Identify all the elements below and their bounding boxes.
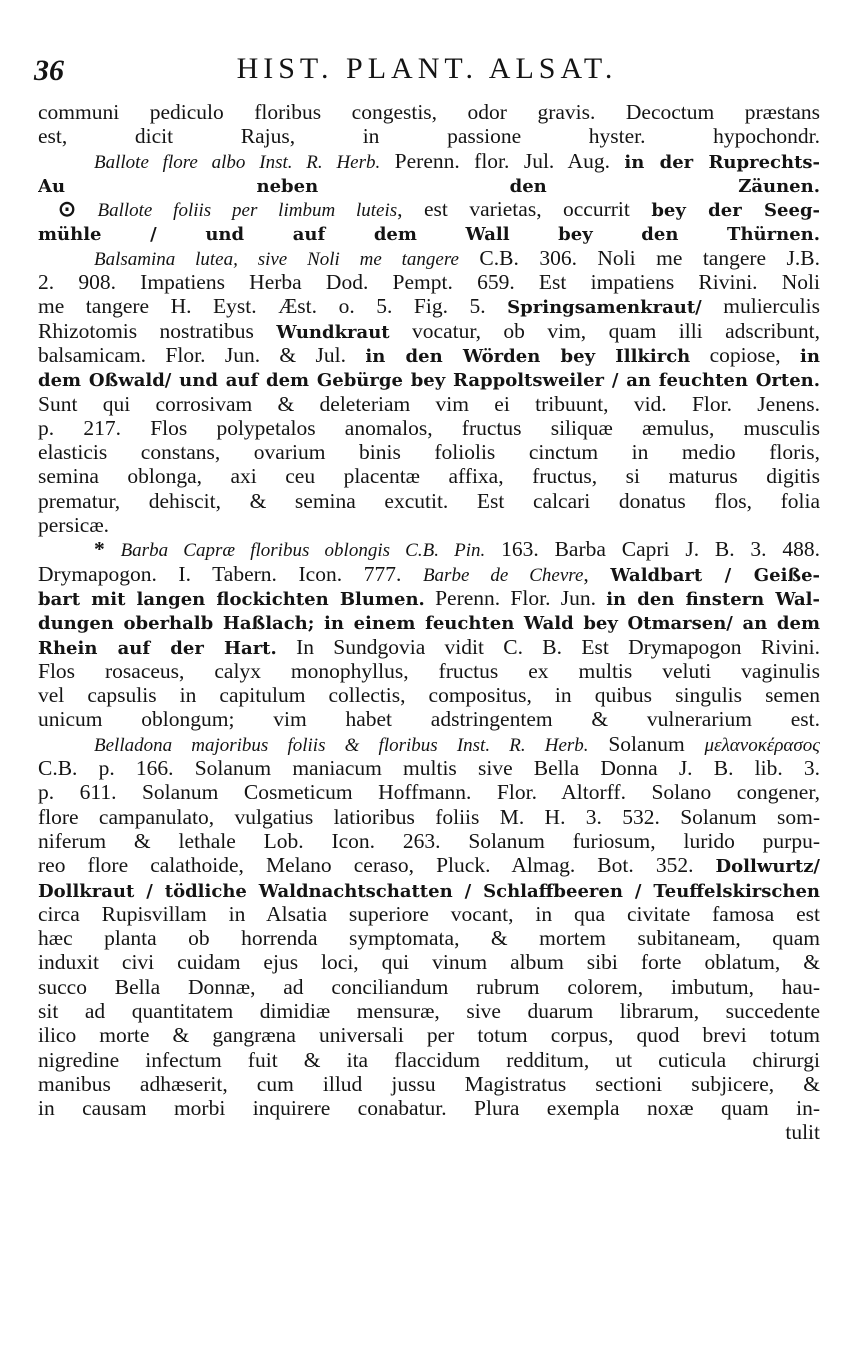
latin-text: Drymapogon. I. Tabern. Icon. 777. bbox=[38, 561, 423, 586]
text-line bbox=[38, 1096, 820, 1120]
italic-text: Barba Capræ floribus oblongis C.B. Pin. bbox=[120, 540, 486, 562]
text-line bbox=[38, 756, 820, 780]
latin-text: Sunt qui corrosivam & deleteriam vim ei tribuunt, vid. Flor. Jenens. bbox=[38, 391, 820, 416]
latin-text: Perenn. Flor. Jun. bbox=[424, 585, 607, 610]
text-line bbox=[38, 1072, 820, 1096]
latin-text: ilico morte & gangræna universali per totum corpus, quod brevi totum bbox=[38, 1023, 820, 1048]
text-line bbox=[38, 975, 820, 999]
german-text: Wundkraut bbox=[276, 321, 390, 343]
german-text: Rhein auf der Hart. bbox=[38, 637, 277, 659]
latin-text: circa Rupisvillam in Alsatia superiore vocant, in qua civitate famosa est bbox=[38, 901, 820, 926]
latin-text: prematur, dehiscit, & semina excutit. Est calcari donatus flos, folia bbox=[38, 488, 820, 513]
text-line bbox=[38, 707, 820, 731]
italic-text: Balsamina lutea, sive Noli me tangere bbox=[94, 248, 459, 270]
italic-text: Ballote foliis per limbum luteis bbox=[97, 200, 398, 222]
german-text: Springsamenkraut/ bbox=[507, 297, 702, 319]
latin-text: in causam morbi inquirere conabatur. Plura exempla noxæ quam in- bbox=[38, 1096, 820, 1121]
latin-text: persicæ. bbox=[38, 513, 110, 538]
german-text: bart mit langen flockichten Blumen. bbox=[38, 588, 425, 610]
latin-text: In Sundgovia vidit C. B. Est Drymapogon Rivini. bbox=[276, 634, 820, 659]
text-line bbox=[38, 124, 820, 148]
german-text: bey der Seeg- bbox=[651, 200, 820, 222]
german-text: in den finstern Wal- bbox=[606, 588, 820, 610]
german-text: mühle / und auf dem Wall bey den Thürnen. bbox=[38, 224, 820, 246]
german-text: Dollkraut / tödliche Waldnachtschatten / Schlaffbeeren / Teuffelskirschen bbox=[38, 880, 820, 902]
german-text: dem Oßwald/ und auf dem Gebürge bey Rappoltsweiler / an feuchten Orten. bbox=[38, 370, 820, 392]
german-text: dungen oberhalb Haßlach; in einem feuchten Wald bey Otmarsen/ an dem bbox=[38, 613, 820, 635]
text-line bbox=[38, 683, 820, 707]
latin-text: , est varietas, occurrit bbox=[397, 197, 652, 222]
text-line bbox=[38, 586, 820, 610]
latin-text: Solanum bbox=[588, 731, 705, 756]
text-line bbox=[38, 1023, 820, 1047]
latin-text: tulit bbox=[785, 1120, 820, 1145]
text-line bbox=[38, 732, 820, 756]
german-text: Dollwurtz/ bbox=[715, 856, 820, 878]
latin-text: hæc planta ob horrenda symptomata, & mortem subitaneam, quam bbox=[38, 926, 820, 951]
latin-text: vel capsulis in capitulum collectis, compositus, in quibus singulis semen bbox=[38, 683, 820, 708]
italic-text: Belladona majoribus foliis & floribus Inst. R. Herb. bbox=[94, 734, 589, 756]
latin-text: Flos rosaceus, calyx monophyllus, fructus ex multis veluti vaginulis bbox=[38, 658, 820, 683]
text-line bbox=[38, 853, 820, 877]
latin-text: induxit civi cuidam ejus loci, qui vinum album sibi forte oblatum, & bbox=[38, 950, 820, 975]
text-line bbox=[38, 513, 820, 537]
latin-text: est, dicit Rajus, in passione hyster. hypochondr. bbox=[38, 124, 820, 149]
german-text: Au neben den Zäunen. bbox=[38, 175, 820, 197]
latin-text: 2. 908. Impatiens Herba Dod. Pempt. 659. Est impatiens Rivini. Noli bbox=[38, 270, 820, 295]
text-line bbox=[38, 1120, 820, 1144]
text-line bbox=[38, 829, 820, 853]
running-title: HIST. PLANT. ALSAT. bbox=[236, 52, 618, 85]
body-text bbox=[38, 100, 820, 1145]
latin-text: , bbox=[583, 561, 611, 586]
text-line bbox=[38, 149, 820, 173]
text-line bbox=[38, 950, 820, 974]
text-line bbox=[38, 1048, 820, 1072]
text-line bbox=[38, 319, 820, 343]
latin-text: 163. Barba Capri J. B. 3. 488. bbox=[485, 537, 820, 562]
text-line bbox=[38, 926, 820, 950]
latin-text: copiose, bbox=[690, 342, 801, 367]
text-line bbox=[38, 367, 820, 391]
latin-text: unicum oblongum; vim habet adstringentem & vulnerarium est. bbox=[38, 707, 820, 732]
latin-text: C.B. 306. Noli me tangere J.B. bbox=[458, 245, 820, 270]
text-line bbox=[38, 343, 820, 367]
text-line bbox=[38, 416, 820, 440]
latin-text: me tangere H. Eyst. Æst. o. 5. Fig. 5. bbox=[38, 294, 508, 319]
latin-text: manibus adhæserit, cum illud jussu Magistratus sectioni subjicere, & bbox=[38, 1071, 820, 1096]
german-text: in den Wörden bey Illkirch bbox=[365, 345, 691, 367]
text-line bbox=[38, 780, 820, 804]
latin-text: nigredine infectum fuit & ita flaccidum redditum, ut cuticula chirurgi bbox=[38, 1047, 820, 1072]
text-line bbox=[38, 270, 820, 294]
text-line bbox=[38, 392, 820, 416]
text-line bbox=[38, 537, 820, 561]
text-line bbox=[38, 173, 820, 197]
text-line bbox=[38, 440, 820, 464]
latin-text: balsamicam. Flor. Jun. & Jul. bbox=[38, 342, 366, 367]
text-line bbox=[38, 610, 820, 634]
text-line bbox=[38, 197, 820, 221]
page-number: 36 bbox=[34, 54, 64, 87]
page-header bbox=[34, 52, 820, 92]
german-text: in bbox=[800, 345, 820, 367]
latin-text: flore campanulato, vulgatius latioribus foliis M. H. 3. 532. Solanum som- bbox=[38, 804, 820, 829]
text-line bbox=[38, 805, 820, 829]
text-line bbox=[38, 562, 820, 586]
latin-text: Rhizotomis nostratibus bbox=[38, 318, 277, 343]
latin-text: p. 217. Flos polypetalos anomalos, fructus siliquæ æmulus, musculis bbox=[38, 415, 820, 440]
latin-text: elasticis constans, ovarium binis foliolis cinctum in medio floris, bbox=[38, 440, 820, 465]
text-line bbox=[38, 221, 820, 245]
text-line bbox=[38, 294, 820, 318]
text-line bbox=[38, 489, 820, 513]
marker-symbol: ⊙ bbox=[58, 197, 98, 222]
text-line bbox=[38, 999, 820, 1023]
italic-text: Barbe de Chevre bbox=[422, 564, 584, 586]
text-line bbox=[38, 635, 820, 659]
text-line bbox=[38, 100, 820, 124]
latin-text: mulierculis bbox=[701, 294, 820, 319]
text-line bbox=[38, 902, 820, 926]
latin-text: niferum & lethale Lob. Icon. 263. Solanum furiosum, lurido purpu- bbox=[38, 828, 820, 853]
latin-text: reo flore calathoide, Melano ceraso, Pluck. Almag. Bot. 352. bbox=[38, 853, 716, 878]
latin-text: p. 611. Solanum Cosmeticum Hoffmann. Flor. Altorff. Solano congener, bbox=[38, 780, 820, 805]
latin-text: semina oblonga, axi ceu placentæ affixa, fructus, si maturus digitis bbox=[38, 464, 820, 489]
latin-text: succo Bella Donnæ, ad conciliandum rubrum colorem, imbutum, hau- bbox=[38, 974, 820, 999]
italic-text: Ballote flore albo Inst. R. Herb. bbox=[94, 151, 381, 173]
latin-text: C.B. p. 166. Solanum maniacum multis sive Bella Donna J. B. lib. 3. bbox=[38, 756, 820, 781]
text-line bbox=[38, 464, 820, 488]
latin-text: Perenn. flor. Jul. Aug. bbox=[380, 148, 625, 173]
latin-text: communi pediculo floribus congestis, odor gravis. Decoctum præstans bbox=[38, 100, 820, 124]
latin-text: vocatur, ob vim, quam illi adscribunt, bbox=[389, 318, 820, 343]
latin-text: sit ad quantitatem dimidiæ mensuræ, sive duarum librarum, succedente bbox=[38, 998, 820, 1023]
marker-symbol: * bbox=[94, 537, 121, 562]
german-text: Waldbart / Geiße- bbox=[610, 564, 820, 586]
italic-text: μελανοκέρασος bbox=[704, 734, 820, 756]
text-line bbox=[38, 878, 820, 902]
text-line bbox=[38, 659, 820, 683]
text-line bbox=[38, 246, 820, 270]
german-text: in der Ruprechts- bbox=[624, 151, 820, 173]
